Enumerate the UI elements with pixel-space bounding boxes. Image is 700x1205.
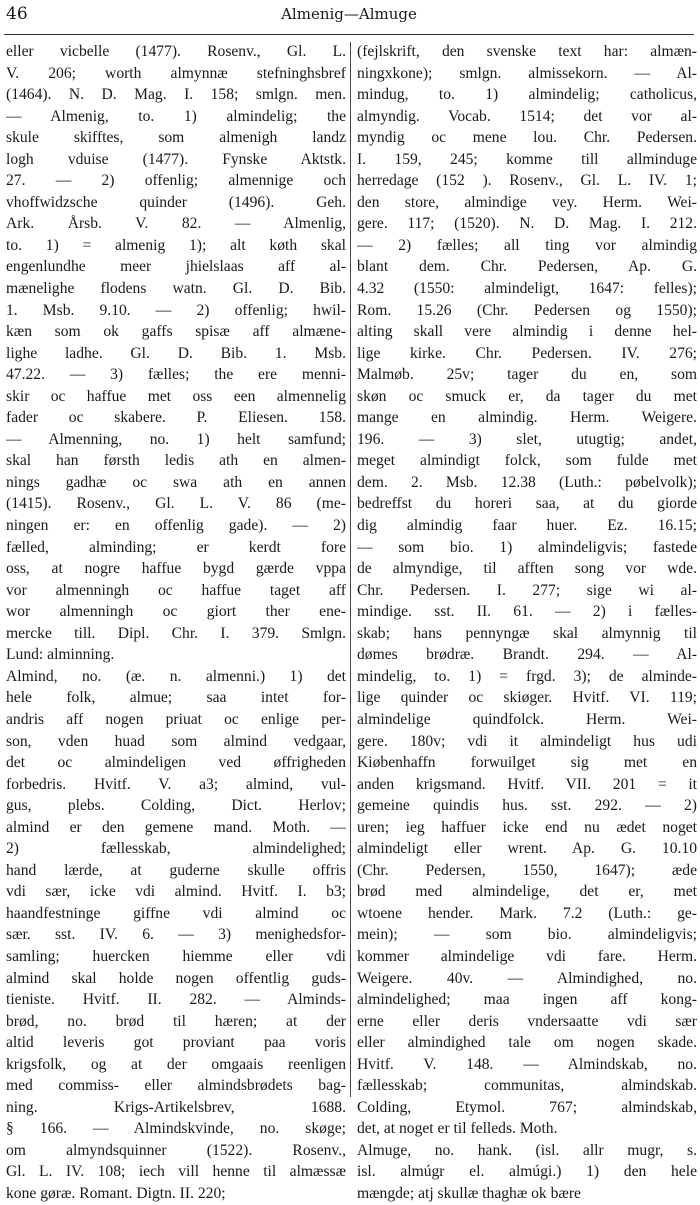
text-line: brød, no. brød til hæren; at der [6,1012,346,1030]
text-line: Colding, Etymol. 767; almindskab, [357,1098,697,1116]
text-line: skab; hans pennyngæ skal almynnig til [357,624,697,642]
text-line: gus, plebs. Colding, Dict. Herlov; [6,797,346,815]
text-line: 196. — 3) slet, utugtig; andet, [357,430,697,448]
text-line: fader oc skabere. P. Eliesen. 158. [6,409,346,427]
text-line: 47.22. — 3) fælles; the ere menni- [6,366,346,384]
header-rule [4,34,694,35]
text-line: skir oc haffue met oss een almennelig [6,387,346,405]
text-line: (fejlskrift, den svenske text har: almæn- [357,43,697,60]
text-line: kone gøræ. Romant. Digtn. II. 220; [6,1184,226,1202]
text-line: — som bio. 1) almindeligvis; fastede [357,538,697,556]
text-line: mercke till. Dipl. Chr. I. 379. Smlgn. [6,624,346,642]
text-line: med commiss- eller almindsbrødets bag- [6,1077,346,1095]
text-line: om almyndsquinner (1522). Rosenv., [6,1141,346,1159]
text-line: engenlundhe meer jhielslaas aff al- [6,258,346,276]
text-line: son, vden huad som almind vedgaar, [6,732,346,750]
text-line: — Almenig, to. 1) almindelig; the [6,107,346,125]
text-line: erne eller deris vndersaatte vdi sær [357,1012,697,1030]
text-line: tieniste. Hvitf. II. 282. — Alminds- [6,991,346,1009]
text-line: sær. sst. IV. 6. — 3) menighedsfor- [6,926,346,944]
text-line: — Almenning, no. 1) helt samfund; [6,430,346,448]
text-line: dømes brødræ. Brandt. 294. — Al- [357,646,697,664]
text-line: almindeligt eller wrent. Ap. G. 10.10 [357,840,697,858]
text-line: den store, almindige vey. Herm. Wei- [357,193,697,211]
text-line: blant dem. Chr. Pedersen, Ap. G. [357,258,697,276]
text-line: samling; huercken hiemme eller vdi [6,947,346,965]
running-head: Almenig—Almuge [281,5,417,23]
text-line: mængde; atj skullæ thaghæ ok bære [357,1184,581,1202]
text-line: vor almenningh oc haffue taget aff [6,581,346,599]
text-line: uren; ieg haffuer icke end nu ædet noget [357,818,697,836]
column-divider [350,42,351,1097]
text-line: V. 206; worth almynnæ stefninghsbref [6,64,346,82]
text-line: vhoffwidzsche quinder (1496). Geh. [6,193,346,211]
text-line: — 2) fælles; all ting vor almindig [357,236,697,254]
text-line: Almind, no. (æ. n. almenni.) 1) det [6,667,346,685]
text-line: lige quinder oc skiøger. Hvitf. VI. 119; [357,689,697,707]
text-line: almindelighed; maa ingen aff kong- [357,991,697,1009]
text-line: mindelig, to. 1) = frgd. 3); de alminde- [357,667,697,685]
text-line: 2) fællesskab, almindelighed; [6,840,346,858]
text-line: (1464). N. D. Mag. I. 158; smlgn. men. [6,86,346,104]
text-line: almind skal holde nogen offentlig guds- [6,969,346,987]
left-column [6,41,346,1205]
text-line: skøn oc smuck er, da tager du met [357,387,697,405]
text-line: eller almindighed tale om nogen skade. [357,1034,697,1052]
text-line: myndig oc mene lou. Chr. Pedersen. [357,129,697,147]
text-line: mein); — som bio. almindeligvis; [357,926,697,944]
text-line: ning. Krigs-Artikelsbrev, 1688. [6,1098,346,1116]
text-line: Rom. 15.26 (Chr. Pedersen og 1550); [357,301,697,319]
text-line: wor almenningh oc giort ther ene- [6,603,346,621]
text-line: herredage (152 ). Rosenv., Gl. L. IV. 1; [357,172,697,190]
text-line: almyndig. Vocab. 1514; det vor al- [357,107,697,125]
text-line: det oc almindeligen ved øffrigheden [6,754,346,772]
text-line: skal han førsth ledis ath en almen- [6,452,346,470]
text-line: mange en almindig. Herm. Weigere. [357,409,697,427]
text-line: altid leveris got proviant paa voris [6,1034,346,1052]
text-line: (1415). Rosenv., Gl. L. V. 86 (me- [6,495,346,513]
text-line: isl. almúgr el. almúgi.) 1) den hele [357,1163,697,1181]
text-line: mænelighe flodens watn. Gl. D. Bib. [6,280,346,298]
right-column [357,41,697,1205]
text-line: Gl. L. IV. 108; iech vill henne til almæssæ [6,1163,346,1181]
text-line: vdi sær, icke vdi almind. Hvitf. I. b3; [6,883,346,901]
text-line: Chr. Pedersen. I. 277; sige wi al- [357,581,697,599]
text-line: almind er den gemene mand. Moth. — [6,818,346,836]
text-line: meget almindigt folck, som fulde met [357,452,697,470]
text-line: dig almindig faar huer. Ez. 16.15; [357,517,697,535]
text-line: anden krigsmand. Hvitf. VII. 201 = it [357,775,697,793]
text-line: Hvitf. V. 148. — Almindskab, no. [357,1055,697,1073]
text-line: Lund: alminning. [6,646,115,664]
text-line: gere. 117; (1520). N. D. Mag. I. 212. [357,215,697,233]
text-line: Almuge, no. hank. (isl. allr mugr, s. [357,1141,697,1159]
text-line: wtoene hender. Mark. 7.2 (Luth.: ge- [357,904,697,922]
text-line: gemeine quindis hus. sst. 292. — 2) [357,797,697,815]
text-line: hand lærde, at guderne skulle offris [6,861,346,879]
text-line: Ark. Årsb. V. 82. — Almenlig, [6,215,346,233]
text-line: oss, at nogre haffue bygd gærde vppa [6,560,346,578]
text-line: ningen er: en offenlig gade). — 2) [6,517,346,535]
text-line: fælled, alminding; er kerdt fore [6,538,346,556]
text-line: hele folk, almue; saa intet for- [6,689,346,707]
text-line: (Chr. Pedersen, 1550, 1647); æde [357,861,697,879]
text-line: Weigere. 40v. — Almindighed, no. [357,969,697,987]
text-line: mindige. sst. II. 61. — 2) i fælles- [357,603,697,621]
text-line: § 166. — Almindskvinde, no. skøge; [6,1120,346,1138]
page-number: 46 [6,4,28,24]
text-line: alting skall vere almindig i denne hel- [357,323,697,341]
text-line: 4.32 (1550: almindeligt, 1647: felles); [357,280,697,298]
text-line: dem. 2. Msb. 12.38 (Luth.: pøbelvolk); [357,473,697,491]
text-line: kæn som ok gaffs spisæ aff almæne- [6,323,346,341]
text-line: to. 1) = almenig 1); alt køth skal [6,236,346,254]
page-header [6,4,692,30]
text-line: lige kirke. Chr. Pedersen. IV. 276; [357,344,697,362]
text-line: eller vicbelle (1477). Rosenv., Gl. L. [6,43,346,60]
text-line: mindug, to. 1) almindelig; catholicus, [357,86,697,104]
text-line: bedreffst du horeri saa, at du giorde [357,495,697,513]
text-line: nings gadhæ oc swa ath en annen [6,473,346,491]
text-line: skule skifftes, som almenigh landz [6,129,346,147]
text-line: forbedris. Hvitf. V. a3; almind, vul- [6,775,346,793]
text-line: 1. Msb. 9.10. — 2) offenlig; hwil- [6,301,346,319]
text-line: gere. 180v; vdi it almindeligt hus udi [357,732,697,750]
text-line: andris aff nogen priuat oc enlige per- [6,710,346,728]
text-line: 27. — 2) offenlig; almennige och [6,172,346,190]
text-line: Kiøbenhaffn forwuilget sig met en [357,754,697,772]
text-line: det, at noget er til felleds. Moth. [357,1120,558,1138]
text-line: kommer almindelige vdi fare. Herm. [357,947,697,965]
text-line: Malmøb. 25v; tager du en, som [357,366,697,384]
text-line: ningxkone); smlgn. almissekorn. — Al- [357,64,697,82]
text-line: almindelige quindfolck. Herm. Wei- [357,710,697,728]
text-line: I. 159, 245; komme till allminduge [357,150,697,168]
text-line: de almyndige, til afften song vor wde. [357,560,697,578]
text-line: logh vduise (1477). Fynske Aktstk. [6,150,346,168]
text-line: fællesskab; communitas, almindskab. [357,1077,697,1095]
text-line: krigsfolk, og at der omgaais reenligen [6,1055,346,1073]
text-line: haandfestninge giffne vdi almind oc [6,904,346,922]
text-line: brød med almindelige, det er, met [357,883,697,901]
text-line: lighe ladhe. Gl. D. Bib. 1. Msb. [6,344,346,362]
